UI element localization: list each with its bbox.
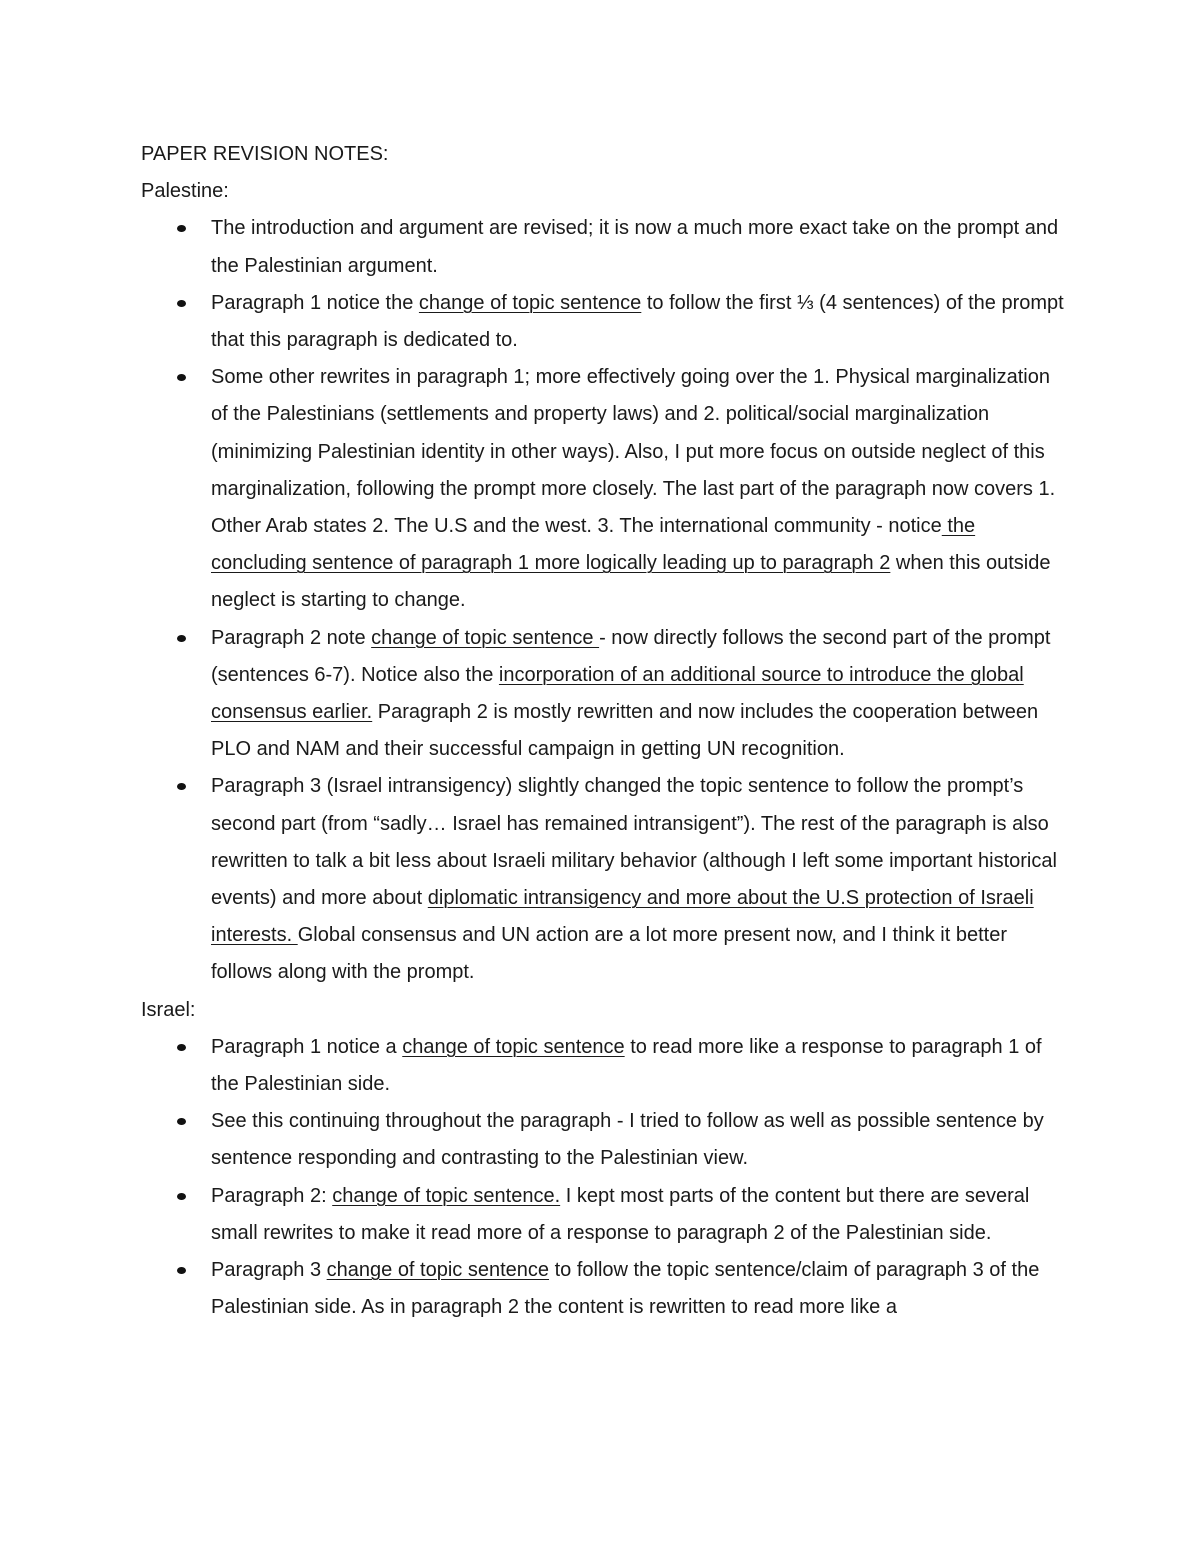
section-heading-palestine: Palestine: [141,180,229,203]
list-item [211,359,1071,619]
note-text: - now directly follows the second part of the prompt (sentences 6-7). Notice also the [211,626,1051,686]
note-text: The introduction and argument are revised; it is now a much more exact take on the prompt and the Palestinian argument. [211,217,1059,277]
list-item [211,1103,1071,1177]
underlined-text: incorporation of an additional source to introduce the global consensus earlier. [211,663,1024,724]
bullet-icon [177,635,186,642]
list-item [211,1178,1071,1252]
underlined-text: change of topic sentence [326,1259,550,1282]
bullet-icon [177,1193,186,1200]
bullet-icon [177,1118,186,1125]
document-body [141,136,1071,1327]
note-text: Some other rewrites in paragraph 1; more effectively going over the 1. Physical marginalization of the Palestinians (settlements and property laws) and 2. political/social marginalization (minimizing Palestinian identity in other ways). Also, I put more focus on outside neglect of this marginalization, following the prompt more closely. The last part of the paragraph now covers 1. Other Arab states 2. The U.S and the west. 3. The international community - notice [211,366,1056,538]
note-text: Paragraph 1 notice a [211,1035,403,1058]
note-text: See this continuing throughout the paragraph - I tried to follow as well as possible sentence by sentence responding and contrasting to the Palestinian view. [211,1110,1044,1170]
underlined-text: change of topic sentence [402,1035,625,1058]
palestine-notes-list [141,210,1071,991]
israel-notes-list [141,1029,1071,1327]
note-text: when this outside neglect is starting to change. [211,552,1051,612]
note-text: Global consensus and UN action are a lot more present now, and I think it better follows along with the prompt. [211,924,1007,984]
list-item [211,285,1071,359]
note-text: Paragraph 3 (Israel intransigency) slightly changed the topic sentence to follow the prompt’s second part (from “sadly… Israel has remained intransigent”). The rest of the paragraph is also rewritten to talk a bit less about Israeli military behavior (although I left some important historical events) and more about [211,775,1057,910]
list-item [211,210,1071,284]
underlined-text: change of topic sentence. [332,1184,561,1207]
underlined-text: change of topic sentence [418,291,642,314]
underlined-text: the concluding sentence of paragraph 1 more logically leading up to paragraph 2 [211,515,976,575]
bullet-icon [177,1044,186,1051]
list-item [211,1029,1071,1103]
bullet-icon [177,300,186,307]
note-text: Paragraph 1 notice the [211,291,419,314]
bullet-icon [177,374,186,381]
list-item [211,1252,1071,1326]
note-text: Paragraph 2 is mostly rewritten and now includes the cooperation between PLO and NAM and their successful campaign in getting UN recognition. [211,701,1039,761]
underlined-text: diplomatic intransigency and more about the U.S protection of Israeli interests. [211,887,1034,947]
bullet-icon [177,1267,186,1274]
list-item [211,620,1071,769]
note-text: to follow the first ⅓ (4 sentences) of the prompt that this paragraph is dedicated to. [211,291,1064,352]
note-text: I kept most parts of the content but there are several small rewrites to make it read more of a response to paragraph 2 of the Palestinian side. [211,1184,1030,1244]
note-text: Paragraph 2: [211,1184,333,1207]
list-item [211,768,1071,991]
bullet-icon [177,783,186,790]
page-title: PAPER REVISION NOTES: [141,143,389,165]
section-heading-israel: Israel: [141,998,196,1021]
underlined-text: change of topic sentence [371,626,600,649]
bullet-icon [177,225,186,232]
note-text: to read more like a response to paragraph 1 of the Palestinian side. [211,1035,1042,1096]
note-text: to follow the topic sentence/claim of paragraph 3 of the Palestinian side. As in paragraph 2 the content is rewritten to read more like a [211,1259,1040,1319]
note-text: Paragraph 2 note [211,626,372,649]
note-text: Paragraph 3 [211,1259,327,1282]
